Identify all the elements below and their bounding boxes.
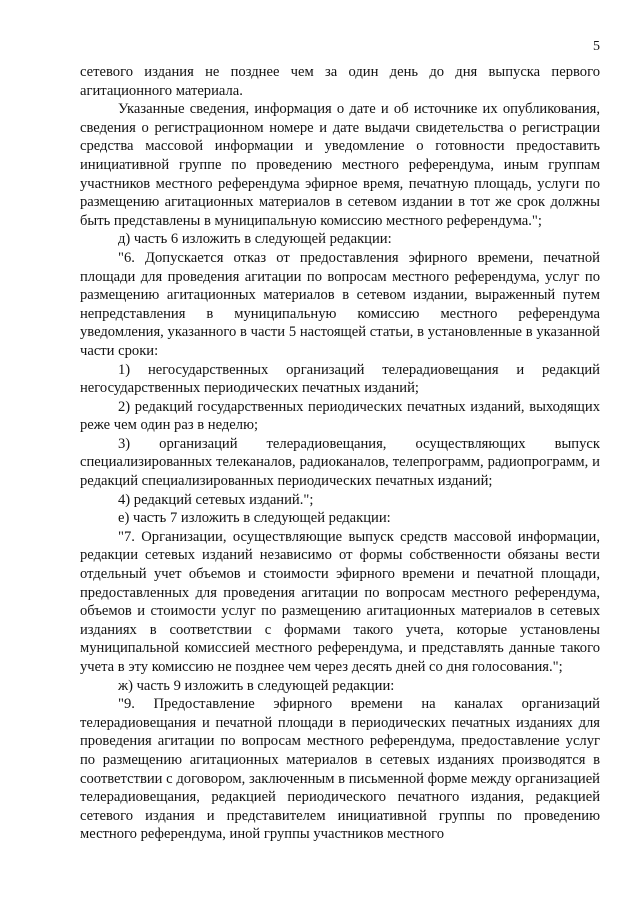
document-body bbox=[80, 63, 600, 844]
paragraph-amendment-zh: ж) часть 9 изложить в следующей редакции: bbox=[118, 677, 395, 694]
page-number: 5 bbox=[593, 39, 600, 54]
paragraph-continuation: сетевого издания не позднее чем за один день до дня выпуска первого агитационного материала. bbox=[80, 64, 600, 99]
list-item-3: 3) организаций телерадиовещания, осуществляющих выпуск специализированных телеканалов, радиоканалов, телепрограмм, радиопрограмм, и редакций специализированных периодических печатных изданий; bbox=[80, 435, 600, 490]
list-item-2: 2) редакций государственных периодических печатных изданий, выходящих реже чем один раз в неделю; bbox=[80, 398, 600, 434]
paragraph-part-9: "9. Предоставление эфирного времени на каналах организаций телерадиовещания и печатной площади в периодических печатных изданиях для проведения агитации по вопросам местного референдума, предоставление услуг по размещению агитационных материалов в сетевых изданиях производятся в соответствии с договором, заключенным в письменной форме между организацией телерадиовещания, редакцией периодического печатного издания, редакцией сетевого издания и представителем инициативной группы по проведению местного референдума, иной группы участников местного bbox=[80, 696, 600, 843]
list-item-4: 4) редакций сетевых изданий."; bbox=[118, 491, 314, 508]
paragraph-amendment-e: е) часть 7 изложить в следующей редакции: bbox=[118, 510, 391, 527]
paragraph-part-7: "7. Организации, осуществляющие выпуск средств массовой информации, редакции сетевых изданий независимо от формы собственности обязаны вести отдельный учет объемов и стоимости эфирного времени и печатной площади, предоставленных для проведения агитации по вопросам местного референдума, объемов и стоимости услуг по размещению агитационных материалов в сетевых изданиях в соответствии с формами такого учета, которые установлены муниципальной комиссией местного референдума, и представлять данные такого учета в эту комиссию не позднее чем через десять дней со дня голосования."; bbox=[80, 528, 600, 675]
paragraph-amendment-d: д) часть 6 изложить в следующей редакции: bbox=[118, 231, 392, 248]
paragraph-part-6: "6. Допускается отказ от предоставления эфирного времени, печатной площади для проведения агитации по вопросам местного референдума, услуг по размещению агитационных материалов в сетевом издании, выраженный путем непредставления в муниципальную комиссию местного референдума уведомления, указанного в части 5 настоящей статьи, в установленные в указанной части сроки: bbox=[80, 249, 600, 359]
list-item-1: 1) негосударственных организаций телерадиовещания и редакций негосударственных периодических печатных изданий; bbox=[80, 361, 600, 397]
paragraph-registration-info: Указанные сведения, информация о дате и об источнике их опубликования, сведения о регистрационном номере и дате выдачи свидетельства о регистрации средства массовой информации и уведомление о готовности предоставить инициативной группе по проведению местного референдума, иным группам участников местного референдума эфирное время, печатную площадь, услуги по размещению агитационных материалов в сетевом издании в тот же срок должны быть представлены в муниципальную комиссию местного референдума."; bbox=[80, 101, 600, 229]
